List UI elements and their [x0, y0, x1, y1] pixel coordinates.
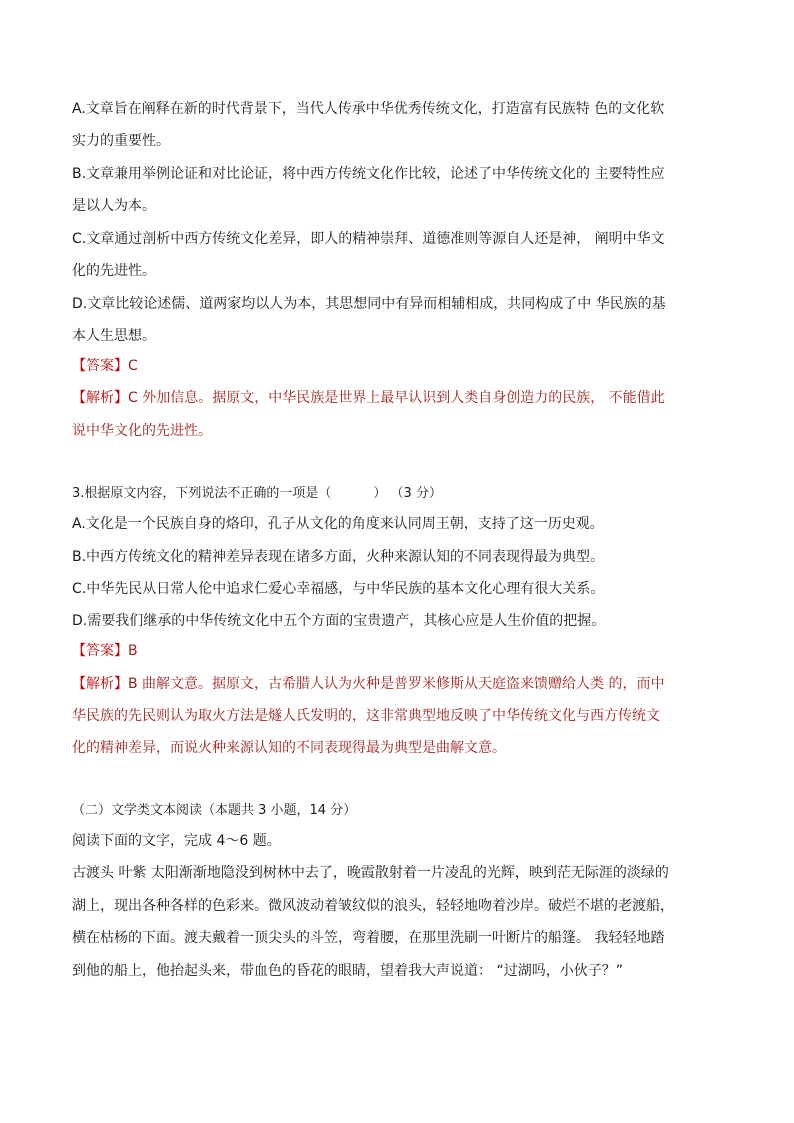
passage-line2: 湖上，现出各种各样的色彩来。微风波动着皱纹似的浪头，轻轻地吻着沙岸。破烂不堪的老渡船， [72, 898, 674, 914]
passage-line4: 到他的船上，他抬起头来，带血色的昏花的眼睛，望着我大声说道： “过湖吗，小伙子？” [72, 963, 623, 979]
answer-value: B [128, 643, 138, 659]
q3-answer [72, 641, 138, 661]
q2-option-d-line2: 本人生思想。 [72, 328, 156, 344]
answer-value: C [128, 358, 138, 374]
answer-tag: 【答案】 [72, 358, 128, 374]
q2-analysis-line2: 说中华文化的先进性。 [72, 423, 212, 439]
q3-option-a: A.文化是一个民族自身的烙印，孔子从文化的角度来认同周王朝，支持了这一历史观。 [72, 516, 604, 532]
q2-option-a-line2: 实力的重要性。 [72, 133, 170, 149]
q2-analysis-line1 [72, 388, 665, 408]
q3-option-d: D.需要我们继承的中华传统文化中五个方面的宝贵遗产，其核心应是人生价值的把握。 [72, 613, 606, 629]
q3-analysis-line1 [72, 674, 665, 694]
analysis-tag: 【解析】 [72, 390, 128, 406]
q3-stem [72, 484, 442, 504]
q2-option-a-line1: A.文章旨在阐释在新的时代背景下，当代人传承中华优秀传统文化，打造富有民族特 色的文化软 [72, 101, 665, 117]
q2-option-b-line2: 是以人为本。 [72, 198, 156, 214]
section-heading: （二）文学类文本阅读（本题共 3 小题，14 分） [72, 803, 357, 818]
analysis-text: C 外加信息。据原文，中华民族是世界上最早认识到人类自身创造力的民族， 不能借此 [128, 390, 665, 406]
q3-option-c: C.中华先民从日常人伦中追求仁爱心幸福感，与中华民族的基本文化心理有很大关系。 [72, 581, 605, 597]
q3-analysis-line2: 华民族的先民则认为取火方法是燧人氏发明的，这非常典型地反映了中华传统文化与西方传统文 [72, 708, 660, 724]
q2-option-c-line1: C.文章通过剖析中西方传统文化差异，即人的精神崇拜、道德准则等源自人还是神， 阐明中华文 [72, 231, 665, 247]
q2-option-c-line2: 化的先进性。 [72, 263, 156, 279]
q3-stem-prefix: 3.根据原文内容，下列说法不正确的一项是（ [72, 486, 332, 501]
passage-line1: 古渡头 叶紫 太阳渐渐地隐没到树林中去了，晚霞散射着一片凌乱的光辉，映到茫无际涯的淡绿的 [72, 865, 669, 881]
answer-tag: 【答案】 [72, 643, 128, 659]
section-instruction: 阅读下面的文字，完成 4～6 题。 [72, 833, 281, 849]
q3-analysis-line3: 化的精神差异，而说火种来源认知的不同表现得最为典型是曲解文意。 [72, 740, 506, 756]
analysis-tag: 【解析】 [72, 676, 128, 692]
q3-option-b: B.中西方传统文化的精神差异表现在诸多方面，火种来源认知的不同表现得最为典型。 [72, 549, 605, 565]
q2-option-b-line1: B.文章兼用举例论证和对比论证，将中西方传统文化作比较，论述了中华传统文化的 主要特性应 [72, 166, 665, 182]
analysis-text: B 曲解文意。据原文，古希腊人认为火种是普罗米修斯从天庭盗来馈赠给人类 的，而中 [128, 676, 665, 692]
q3-stem-suffix: ） （3 分） [373, 486, 442, 501]
q2-option-d-line1: D.文章比较论述儒、道两家均以人为本，其思想同中有异而相辅相成，共同构成了中 华民族的基 [72, 296, 666, 312]
passage-line3: 横在枯杨的下面。渡夫戴着一顶尖头的斗笠，弯着腰，在那里洗刷一叶断片的船篷。 我轻轻地踏 [72, 930, 665, 946]
q2-answer [72, 356, 138, 376]
